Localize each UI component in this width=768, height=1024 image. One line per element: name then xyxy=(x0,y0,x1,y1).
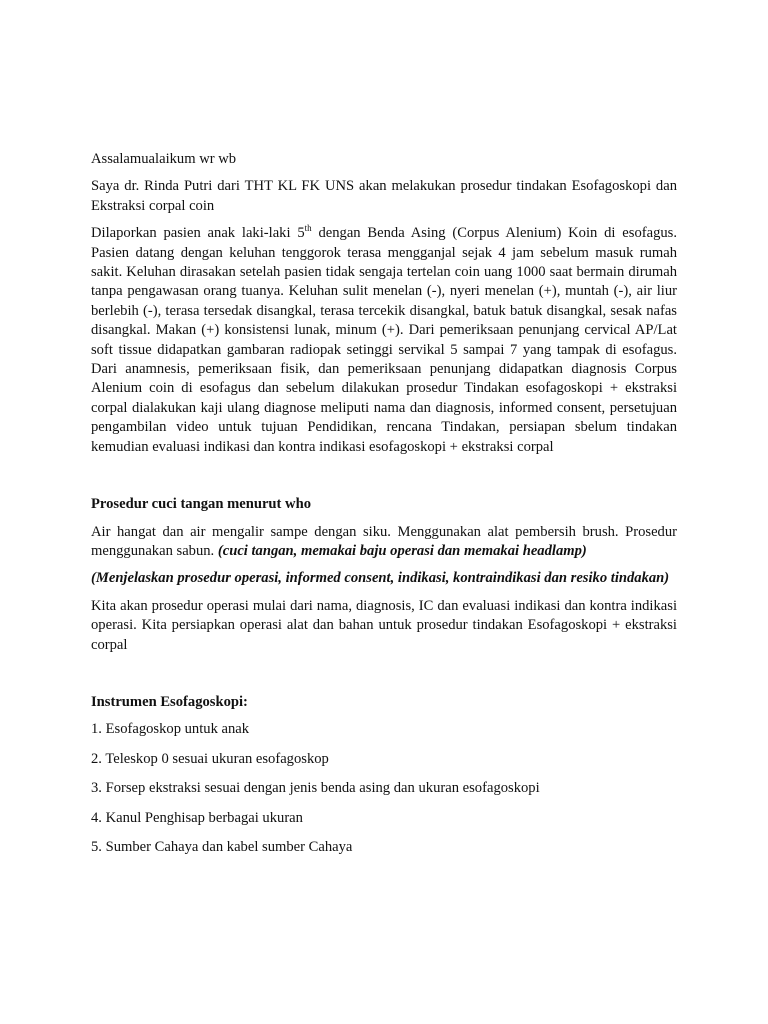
explain-note: (Menjelaskan prosedur operasi, informed consent, indikasi, kontraindikasi dan resiko tindakan) xyxy=(91,570,670,587)
ordinal-suffix: th xyxy=(304,223,312,234)
handwash-emphasis: (cuci tangan, memakai baju operasi dan memakai headlamp) xyxy=(217,542,587,559)
handwash-heading: Prosedur cuci tangan menurut who xyxy=(91,496,312,513)
handwash-paragraph xyxy=(91,523,677,562)
list-item: 1. Esofagoskop untuk anak xyxy=(91,721,250,738)
list-item: 5. Sumber Cahaya dan kabel sumber Cahaya xyxy=(91,838,353,855)
instrument-list xyxy=(91,720,677,857)
section-spacer xyxy=(91,663,677,693)
list-item: 4. Kanul Penghisap berbagai ukuran xyxy=(91,809,303,826)
intro-paragraph: Saya dr. Rinda Putri dari THT KL FK UNS akan melakukan prosedur tindakan Esofagoskopi dan Ekstraksi corpal coin xyxy=(91,178,677,214)
instruments-heading: Instrumen Esofagoskopi: xyxy=(91,693,248,710)
greeting-text: Assalamualaikum wr wb xyxy=(91,151,237,167)
handwash-text: Air hangat dan air mengalir sampe dengan siku. Menggunakan alat pembersih brush. Prosedur menggunakan sabun. xyxy=(91,523,677,559)
list-item: 3. Forsep ekstraksi sesuai dengan jenis benda asing dan ukuran esofagoskopi xyxy=(91,780,540,797)
case-report-part1: Dilaporkan pasien anak laki-laki 5 xyxy=(91,225,305,242)
case-report-paragraph xyxy=(91,224,677,457)
case-report-part2: dengan Benda Asing (Corpus Alenium) Koin di esofagus. Pasien datang dengan keluhan tenggorok terasa mengganjal sejak 4 jam sebelum masuk rumah sakit. Keluhan dirasakan setelah pasien tidak sengaja tertelan coin uang 1000 saat bermain dirumah tanpa pengawasan orang tuanya. Keluhan sulit menelan (-), nyeri menelan (+), muntah (-), air liur berlebih (-), terasa tersedak disangkal, terasa tercekik disangkal, batuk batuk disangkal, sesak nafas disangkal. Makan (+) konsistensi lunak, minum (+). Dari pemeriksaan penunjang cervical AP/Lat soft tissue didapatkan gambaran radiopak setinggi servikal 5 sampai 7 yang tampak di esofagus. Dari anamnesis, pemeriksaan fisik, dan pemeriksaan penunjang didapatkan diagnosis Corpus Alenium coin di esofagus dan sebelum dilakukan prosedur Tindakan esofagoskopi + ekstraksi corpal dialakukan kaji ulang diagnose meliputi nama dan diagnosis, informed consent, persetujuan pengambilan video untuk tujuan Pendidikan, rencana Tindakan, persiapan sbelum tindakan kemudian evaluasi indikasi dan kontra indikasi esofagoskopi + ekstraksi corpal xyxy=(91,225,678,455)
list-item: 2. Teleskop 0 sesuai ukuran esofagoskop xyxy=(91,750,329,767)
operation-paragraph: Kita akan prosedur operasi mulai dari nama, diagnosis, IC dan evaluasi indikasi dan kontra indikasi operasi. Kita persiapkan operasi alat dan bahan untuk prosedur tindakan Esofagoskopi + ekstraksi corpal xyxy=(91,597,677,653)
section-spacer xyxy=(91,465,677,495)
